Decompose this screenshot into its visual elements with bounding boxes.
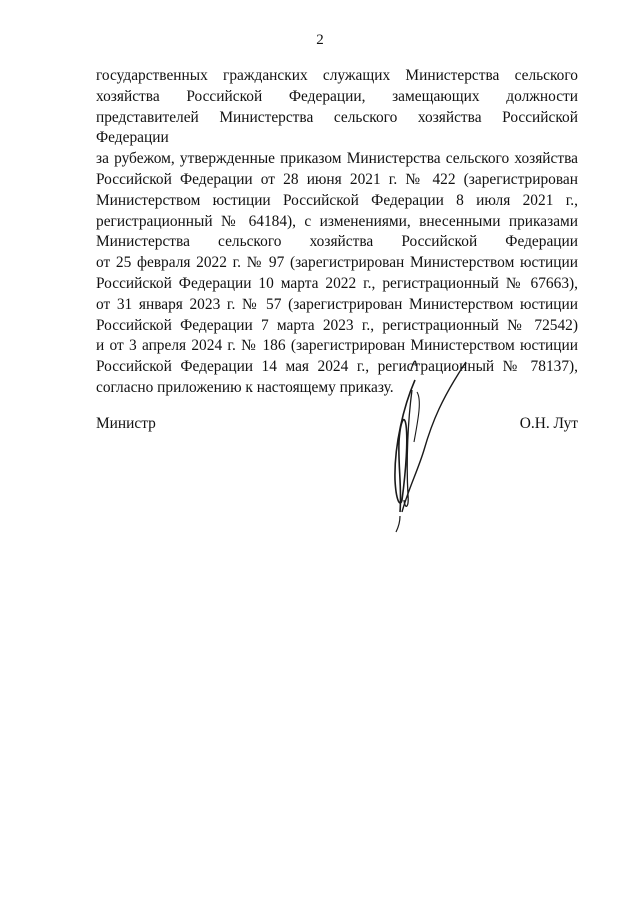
handwritten-signature: [378, 350, 478, 535]
body-text-line: Министерством юстиции Российской Федерации 8 июля 2021 г.,: [96, 191, 578, 209]
body-text-line: Российской Федерации 7 марта 2023 г., регистрационный № 72542): [96, 316, 578, 334]
body-text-line: согласно приложению к настоящему приказу.: [96, 378, 394, 396]
signer-name: О.Н. Лут: [519, 415, 578, 432]
body-text-line: Российской Федерации от 28 июня 2021 г. № 422 (зарегистрирован: [96, 170, 578, 188]
body-text-line: от 31 января 2023 г. № 57 (зарегистрирован Министерством юстиции: [96, 295, 578, 313]
body-text-line: Российской Федерации 14 мая 2024 г., регистрационный № 78137),: [96, 358, 578, 376]
signer-title: Министр: [96, 415, 156, 432]
body-text-line: и от 3 апреля 2024 г. № 186 (зарегистрирован Министерством юстиции: [96, 337, 578, 355]
body-text-line: Российской Федерации 10 марта 2022 г., регистрационный № 67663),: [96, 274, 578, 292]
body-text-line: регистрационный № 64184), с изменениями, внесенными приказами: [96, 212, 578, 230]
body-text-line: представителей Министерства сельского хозяйства Российской Федерации: [96, 108, 578, 147]
page-number: 2: [316, 32, 324, 48]
body-text-line: за рубежом, утвержденные приказом Министерства сельского хозяйства: [96, 150, 578, 168]
body-text-line: от 25 февраля 2022 г. № 97 (зарегистрирован Министерством юстиции: [96, 254, 578, 272]
body-text-line: Министерства сельского хозяйства Российской Федерации: [96, 233, 578, 251]
body-text-line: хозяйства Российской Федерации, замещающих должности: [96, 87, 578, 105]
body-text: [96, 66, 578, 399]
body-text-line: государственных гражданских служащих Министерства сельского: [96, 67, 578, 84]
